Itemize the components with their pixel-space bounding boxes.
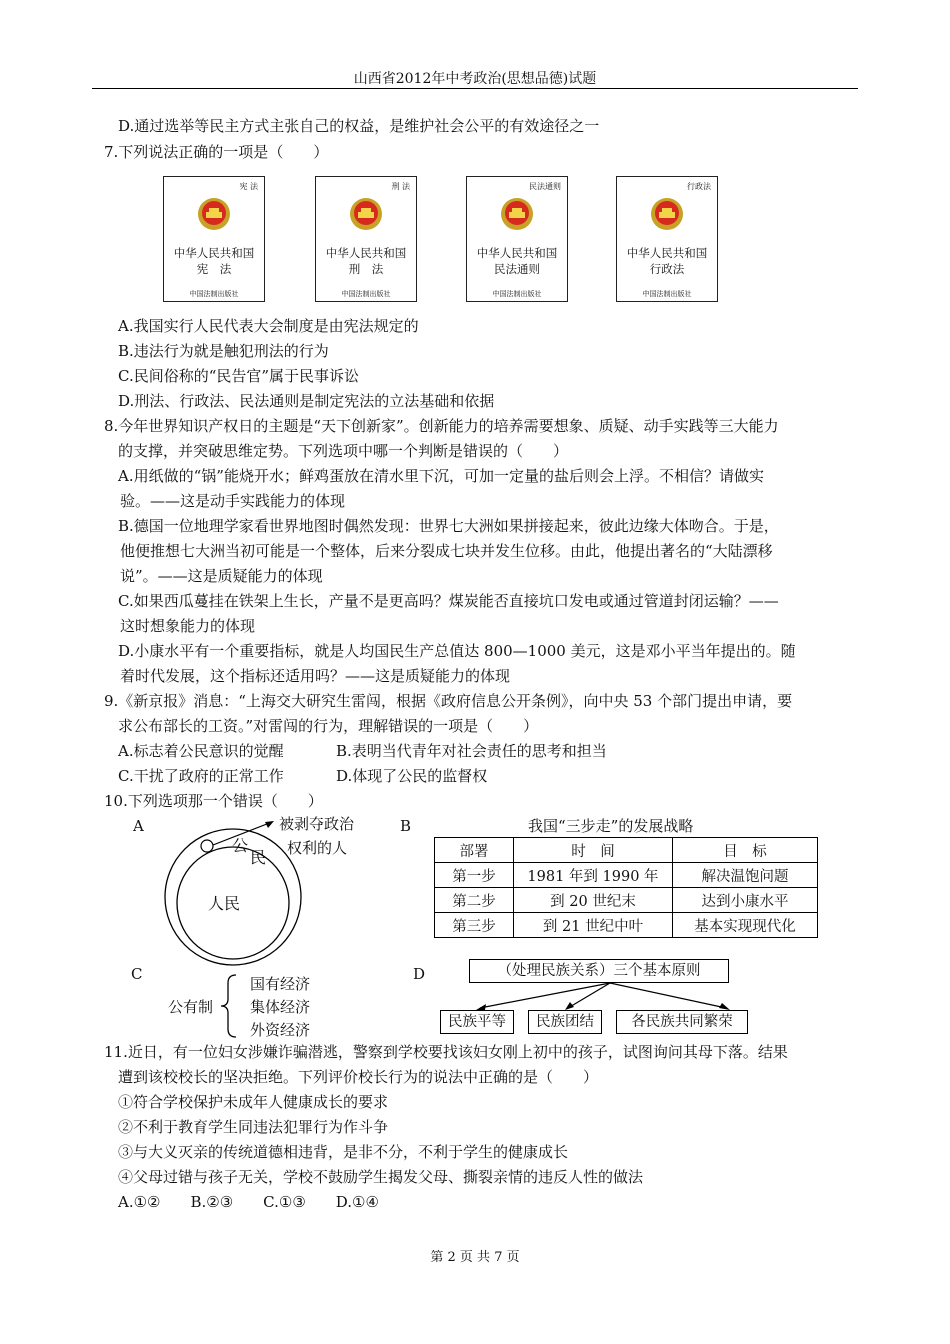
table-row (435, 888, 818, 913)
book-title-line1: 中华人民共和国 (626, 246, 708, 260)
table-header-cell: 部署 (435, 838, 514, 863)
citizen-label-gong: 公 (232, 836, 249, 855)
table-cell: 到 21 世纪中叶 (514, 913, 673, 938)
book-corner-label: 行政法 (687, 182, 711, 191)
q9-option-b: B.表明当代青年对社会责任的思考和担当 (336, 742, 607, 760)
q8-option-b-line2: 他便推想七大洲当初可能是一个整体，后来分裂成七块并发生位移。由此，他提出著名的“大陆漂移 (120, 542, 773, 560)
q8-option-b-line3: 说”。——这是质疑能力的体现 (120, 567, 323, 585)
book-corner-label: 民法通则 (529, 182, 561, 191)
table-cell: 1981 年到 1990 年 (514, 863, 673, 888)
q8-option-b-line1: B.德国一位地理学家看世界地图时偶然发现：世界七大洲如果拼接起来，彼此边缘大体吻合。于是， (118, 517, 779, 535)
q8-option-d-line1: D.小康水平有一个重要指标，就是人均国民生产总值达 800—1000 美元，这是邓小平当年提出的。随 (118, 642, 796, 660)
people-label: 人民 (208, 894, 241, 913)
book-corner-label: 刑 法 (391, 182, 410, 191)
table-cell: 第二步 (435, 888, 514, 913)
table-cell: 基本实现现代化 (673, 913, 818, 938)
book-title-line1: 中华人民共和国 (476, 246, 558, 260)
q10-label-c: C (131, 965, 143, 983)
table-row (435, 863, 818, 888)
q10-label-b: B (400, 817, 412, 835)
q7-option-a: A.我国实行人民代表大会制度是由宪法规定的 (118, 317, 419, 335)
table-cell: 第一步 (435, 863, 514, 888)
principle-unity: 民族团结 (528, 1010, 602, 1034)
q8-option-c-line2: 这时想象能力的体现 (120, 617, 256, 635)
q11-statement-3: ③与大义灭亲的传统道德相违背，是非不分，不利于学生的健康成长 (118, 1143, 569, 1161)
deprived-label-line2: 权利的人 (287, 839, 348, 857)
table-row (435, 913, 818, 938)
table-cell: 第三步 (435, 913, 514, 938)
brace-icon (218, 973, 240, 1039)
national-emblem-icon (349, 197, 383, 231)
book-title-line2: 民法通则 (494, 262, 540, 276)
book-title-line1: 中华人民共和国 (173, 246, 255, 260)
q9-stem-line2: 求公布部长的工资。”对雷闯的行为，理解错误的一项是（ ） (118, 717, 539, 735)
q10-label-a: A (133, 817, 144, 835)
ethnic-principles-box: （处理民族关系）三个基本原则 (469, 959, 729, 983)
table-header-row (435, 838, 818, 863)
q7-option-b: B.违法行为就是触犯刑法的行为 (118, 342, 329, 360)
book-civil-law (466, 176, 568, 302)
national-emblem-icon (197, 197, 231, 231)
national-emblem-icon (500, 197, 534, 231)
q11-statement-1: ①符合学校保护未成年人健康成长的要求 (118, 1093, 389, 1111)
table-cell: 到 20 世纪末 (514, 888, 673, 913)
principle-equality: 民族平等 (440, 1010, 514, 1034)
national-emblem-icon (650, 197, 684, 231)
q11-statement-2: ②不利于教育学生同违法犯罪行为作斗争 (118, 1118, 389, 1136)
q8-option-d-line2: 着时代发展，这个指标还适用吗？——这是质疑能力的体现 (120, 667, 511, 685)
citizen-label-min: 民 (250, 848, 267, 867)
table-cell: 达到小康水平 (673, 888, 818, 913)
q8-option-c-line1: C.如果西瓜蔓挂在铁架上生长，产量不是更高吗？煤炭能否直接坑口发电或通过管道封闭运输？—— (118, 592, 779, 610)
page-header: 山西省2012年中考政治(思想品德)试题 (353, 71, 597, 87)
economy-item-collective: 集体经济 (250, 998, 311, 1016)
q11-stem-line1: 11.近日，有一位妇女涉嫌诈骗潜逃，警察到学校要找该妇女刚上初中的孩子，试图询问其母下落。结果 (104, 1043, 788, 1061)
q10-stem: 10.下列选项那一个错误（ ） (104, 792, 323, 810)
book-administrative-law (616, 176, 718, 302)
economy-item-state: 国有经济 (250, 975, 311, 993)
book-corner-label: 宪 法 (239, 182, 258, 191)
strategy-table-title: 我国“三步走”的发展战略 (528, 817, 694, 835)
header-rule (92, 88, 858, 89)
q9-option-a: A.标志着公民意识的觉醒 (118, 742, 284, 760)
q11-answer-options: A.①② B.②③ C.①③ D.①④ (118, 1193, 379, 1211)
public-ownership-label: 公有制 (168, 998, 214, 1016)
economy-item-foreign: 外资经济 (250, 1021, 311, 1039)
q9-option-d: D.体现了公民的监督权 (336, 767, 488, 785)
book-publisher: 中国法制出版社 (492, 290, 542, 298)
q8-option-a-line2: 验。——这是动手实践能力的体现 (120, 492, 346, 510)
q7-stem: 7.下列说法正确的一项是（ ） (104, 143, 329, 161)
book-title-line2: 行政法 (649, 262, 685, 276)
strategy-table (434, 837, 818, 938)
q8-stem-line2: 的支撑，并突破思维定势。下列选项中哪一个判断是错误的（ ） (118, 442, 569, 460)
q11-stem-line2: 遭到该校校长的坚决拒绝。下列评价校长行为的说法中正确的是（ ） (118, 1068, 599, 1086)
book-title-line2: 刑 法 (348, 262, 384, 276)
table-header-cell: 目 标 (673, 838, 818, 863)
q9-stem-line1: 9.《新京报》消息：“上海交大研究生雷闯，根据《政府信息公开条例》，向中央 53 个部门提出申请，要 (104, 692, 793, 710)
book-title-line2: 宪 法 (196, 262, 232, 276)
book-publisher: 中国法制出版社 (642, 290, 692, 298)
q7-option-c: C.民间俗称的“民告官”属于民事诉讼 (118, 367, 360, 385)
q11-statement-4: ④父母过错与孩子无关，学校不鼓励学生揭发父母、撕裂亲情的违反人性的做法 (118, 1168, 644, 1186)
q8-stem-line1: 8.今年世界知识产权日的主题是“天下创新家”。创新能力的培养需要想象、质疑、动手实践等三大能力 (104, 417, 779, 435)
deprived-label-line1: 被剥夺政治 (279, 815, 355, 833)
q9-option-c: C.干扰了政府的正常工作 (118, 767, 284, 785)
book-criminal-law (315, 176, 417, 302)
book-publisher: 中国法制出版社 (341, 290, 391, 298)
principle-prosperity: 各民族共同繁荣 (616, 1010, 748, 1034)
q8-option-a-line1: A.用纸做的“锅”能烧开水；鲜鸡蛋放在清水里下沉，可加一定量的盐后则会上浮。不相信？请做实 (118, 467, 764, 485)
page-footer: 第 2 页 共 7 页 (430, 1250, 520, 1265)
connector-arrows (470, 982, 740, 1012)
table-header-cell: 时 间 (514, 838, 673, 863)
book-constitution (163, 176, 265, 302)
q10-label-d: D (413, 965, 426, 983)
book-title-line1: 中华人民共和国 (325, 246, 407, 260)
book-publisher: 中国法制出版社 (189, 290, 239, 298)
q7-option-d: D.刑法、行政法、民法通则是制定宪法的立法基础和依据 (118, 392, 495, 410)
q6-option-d: D.通过选举等民主方式主张自己的权益，是维护社会公平的有效途径之一 (118, 117, 600, 135)
table-cell: 解决温饱问题 (673, 863, 818, 888)
